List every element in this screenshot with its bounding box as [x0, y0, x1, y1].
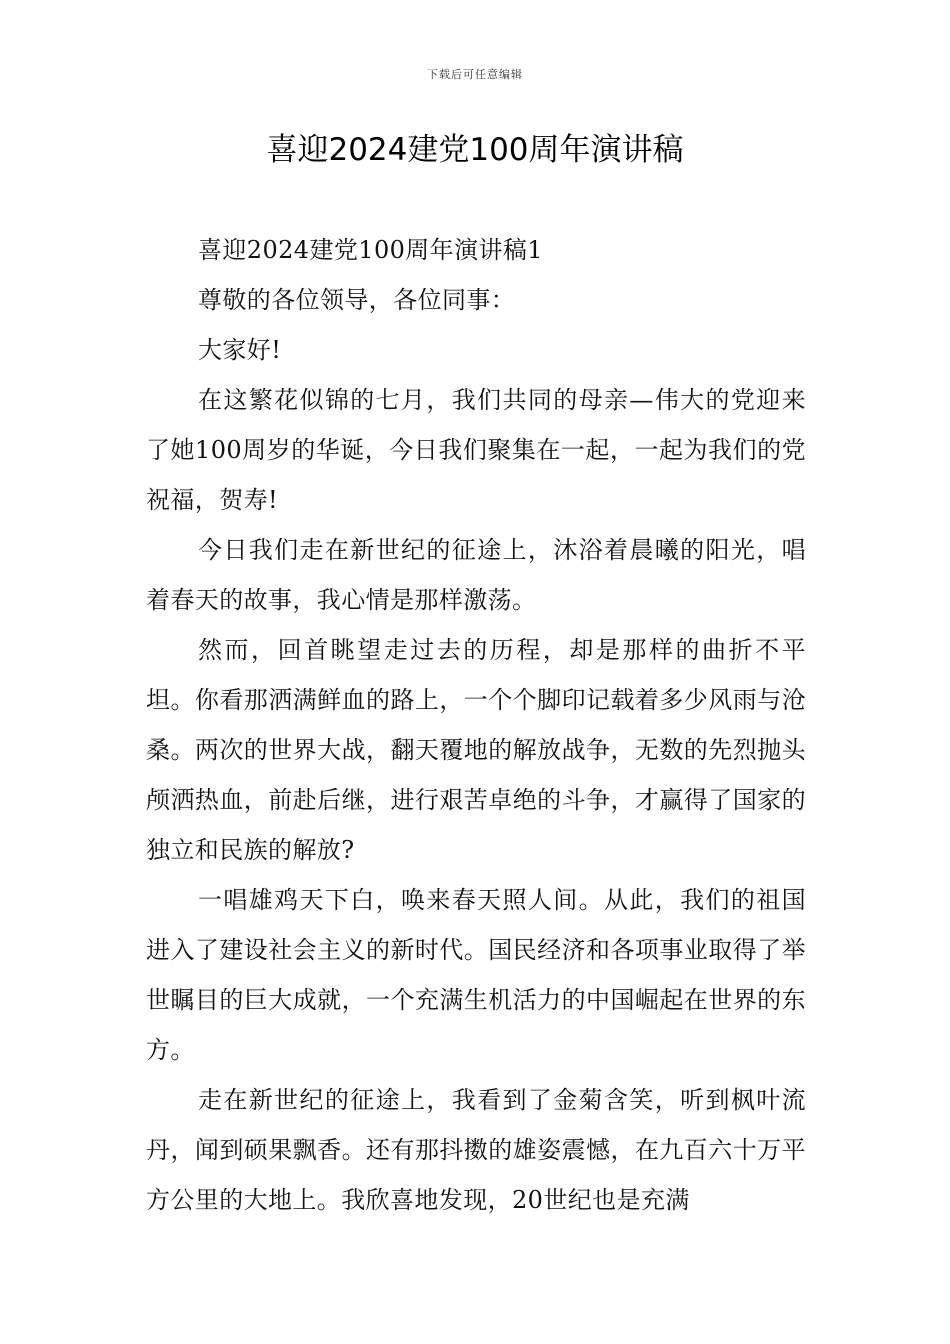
paragraph-greeting: 大家好! — [198, 336, 282, 364]
document-title: 喜迎2024建党100周年演讲稿 — [266, 132, 684, 168]
paragraph: 今日我们走在新世纪的征途上，沐浴着晨曦的阳光，唱着春天的故事，我心情是那样激荡。 — [146, 536, 806, 614]
paragraph: 一唱雄鸡天下白，唤来春天照人间。从此，我们的祖国进入了建设社会主义的新时代。国民经济和各项事业取得了举世瞩目的巨大成就，一个充满生机活力的中国崛起在世界的东方。 — [146, 886, 806, 1064]
document-body — [146, 225, 806, 1225]
paragraph: 然而，回首眺望走过去的历程，却是那样的曲折不平坦。你看那洒满鲜血的路上，一个个脚印记载着多少风雨与沧桑。两次的世界大战，翻天覆地的解放战争，无数的先烈抛头颅洒热血，前赴后继，进行艰苦卓绝的斗争，才赢得了国家的独立和民族的解放? — [146, 636, 806, 864]
paragraph-salutation: 尊敬的各位领导，各位同事： — [198, 286, 516, 314]
paragraph: 在这繁花似锦的七月，我们共同的母亲—伟大的党迎来了她100周岁的华诞，今日我们聚集在一起，一起为我们的党祝福，贺寿! — [146, 386, 806, 514]
paragraph-subtitle: 喜迎2024建党100周年演讲稿1 — [198, 236, 543, 264]
paragraph: 走在新世纪的征途上，我看到了金菊含笑，听到枫叶流丹，闻到硕果飘香。还有那抖擞的雄姿震憾，在九百六十万平方公里的大地上。我欣喜地发现，20世纪也是充满 — [146, 1086, 806, 1214]
header-note: 下载后可任意编辑 — [427, 68, 523, 81]
